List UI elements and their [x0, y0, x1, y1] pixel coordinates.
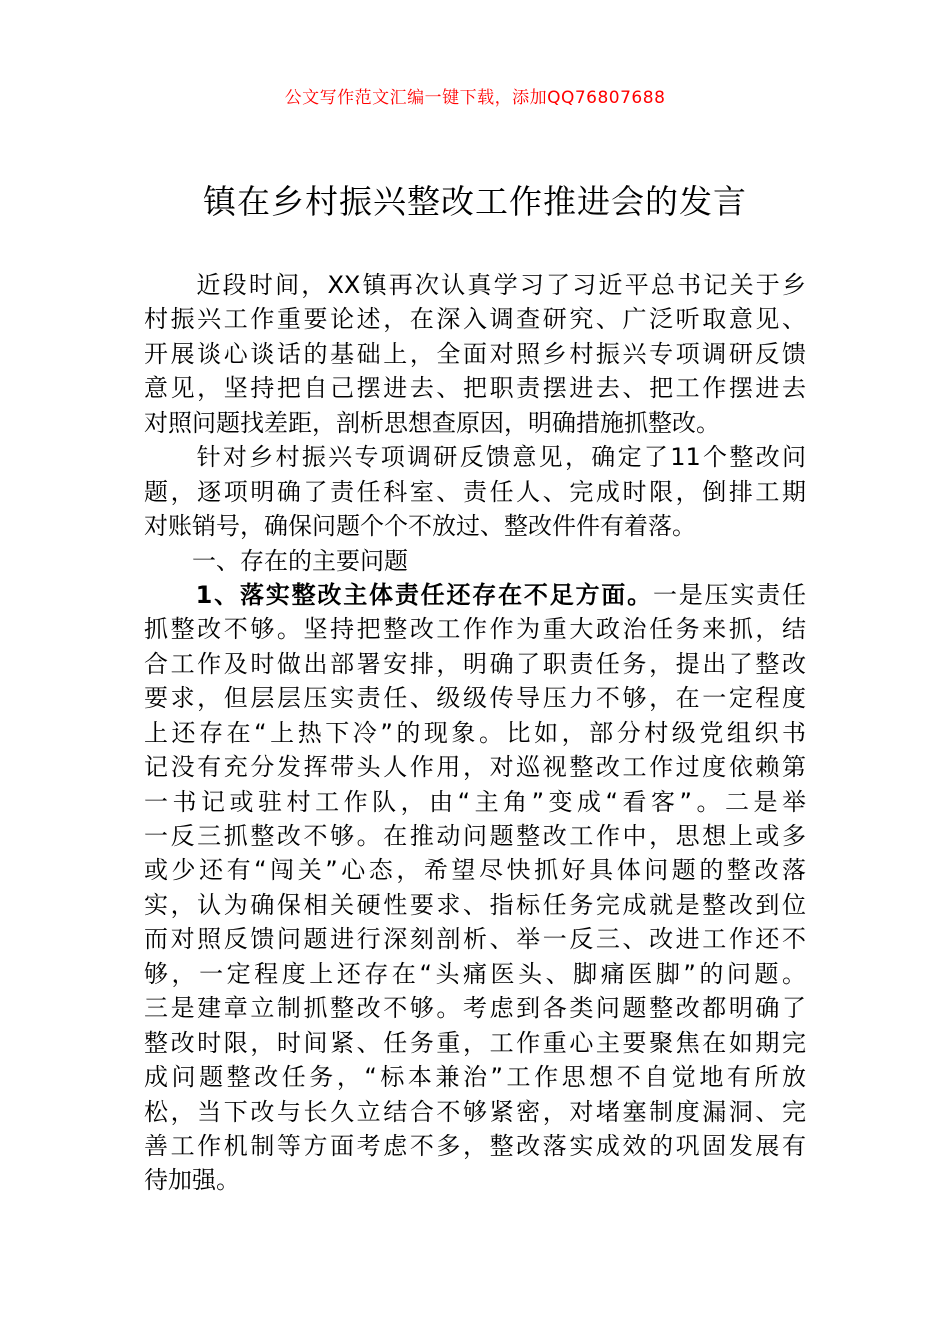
body-line-text: 善工作机制等方面考虑不多，整改落实成效的巩固发展有 [144, 1131, 806, 1160]
document-body [144, 268, 806, 1198]
body-line [144, 853, 806, 887]
body-line-text: 记没有充分发挥带头人作用，对巡视整改工作过度依赖第 [144, 753, 806, 782]
body-line [144, 578, 806, 612]
body-line-text: 或少还有“闯关”心态，希望尽快抓好具体问题的整改落 [144, 856, 806, 885]
body-line-text: 整改时限，时间紧、任务重，工作重心主要聚焦在如期完 [144, 1028, 806, 1057]
body-line [144, 1129, 806, 1163]
body-line-text: 村振兴工作重要论述，在深入调查研究、广泛听取意见、 [144, 305, 806, 334]
body-line-text: 一书记或驻村工作队，由“主角”变成“看客”。二是举 [144, 787, 806, 816]
body-line-text: 题，逐项明确了责任科室、责任人、完成时限，倒排工期 [144, 477, 806, 506]
body-line [144, 509, 806, 543]
body-line-text: 够，一定程度上还存在“头痛医头、脚痛医脚”的问题。 [144, 959, 806, 988]
body-line [144, 922, 806, 956]
body-line-text: 近段时间，XX镇再次认真学习了习近平总书记关于乡 [144, 271, 806, 299]
download-banner: 公文写作范文汇编一键下载，添加QQ76807688 [284, 88, 666, 108]
body-line [144, 406, 806, 440]
body-line-text: 待加强。 [144, 1166, 240, 1195]
body-line [144, 888, 806, 922]
body-line-text: 一反三抓整改不够。在推动问题整改工作中，思想上或多 [144, 822, 806, 850]
body-line-text: 上还存在“上热下冷”的现象。比如，部分村级党组织书 [144, 718, 806, 747]
body-line-text: 抓整改不够。坚持把整改工作作为重大政治任务来抓，结 [144, 615, 806, 644]
body-line-text: 三是建章立制抓整改不够。考虑到各类问题整改都明确了 [144, 994, 806, 1023]
body-line-text: 成问题整改任务，“标本兼治”工作思想不自觉地有所放 [144, 1063, 806, 1092]
body-line [144, 819, 806, 853]
body-line [144, 991, 806, 1025]
body-line-text: 对账销号，确保问题个个不放过、整改件件有着落。 [144, 512, 696, 541]
body-line [144, 440, 806, 474]
body-line [144, 681, 806, 715]
body-line [144, 302, 806, 336]
body-line [144, 785, 806, 819]
body-line [144, 337, 806, 371]
body-line [144, 268, 806, 302]
body-line [144, 612, 806, 646]
body-line-text: 实，认为确保相关硬性要求、指标任务完成就是整改到位 [144, 890, 806, 919]
body-line [144, 1060, 806, 1094]
document-title: 镇在乡村振兴整改工作推进会的发言 [203, 182, 747, 221]
body-line-text: 合工作及时做出部署安排，明确了职责任务，提出了整改 [144, 649, 806, 678]
body-line [144, 475, 806, 509]
body-line-text: 针对乡村振兴专项调研反馈意见，确定了11个整改问 [144, 443, 806, 472]
body-line [144, 750, 806, 784]
body-line-text: 而对照反馈问题进行深刻剖析、举一反三、改进工作还不 [144, 925, 806, 954]
body-line-text: 对照问题找差距，剖析思想查原因，明确措施抓整改。 [144, 408, 720, 437]
body-line [144, 1163, 806, 1197]
body-line-text: 要求，但层层压实责任、级级传导压力不够，在一定程度 [144, 684, 806, 713]
body-line [144, 716, 806, 750]
body-line [144, 544, 806, 578]
body-line [144, 957, 806, 991]
body-line-text: 一、存在的主要问题 [144, 546, 408, 575]
body-line-text: 松，当下改与长久立结合不够紧密，对堵塞制度漏洞、完 [144, 1097, 806, 1126]
body-line [144, 647, 806, 681]
body-line-text: 开展谈心谈话的基础上，全面对照乡村振兴专项调研反馈 [144, 339, 806, 368]
section-heading-bold: 1、落实整改主体责任还存在不足方面。 [144, 580, 653, 609]
body-line [144, 371, 806, 405]
body-line-text: 意见，坚持把自己摆进去、把职责摆进去、把工作摆进去 [144, 374, 806, 403]
body-line-text: 一是压实责任 [652, 580, 806, 609]
body-line [144, 1095, 806, 1129]
body-line [144, 1026, 806, 1060]
